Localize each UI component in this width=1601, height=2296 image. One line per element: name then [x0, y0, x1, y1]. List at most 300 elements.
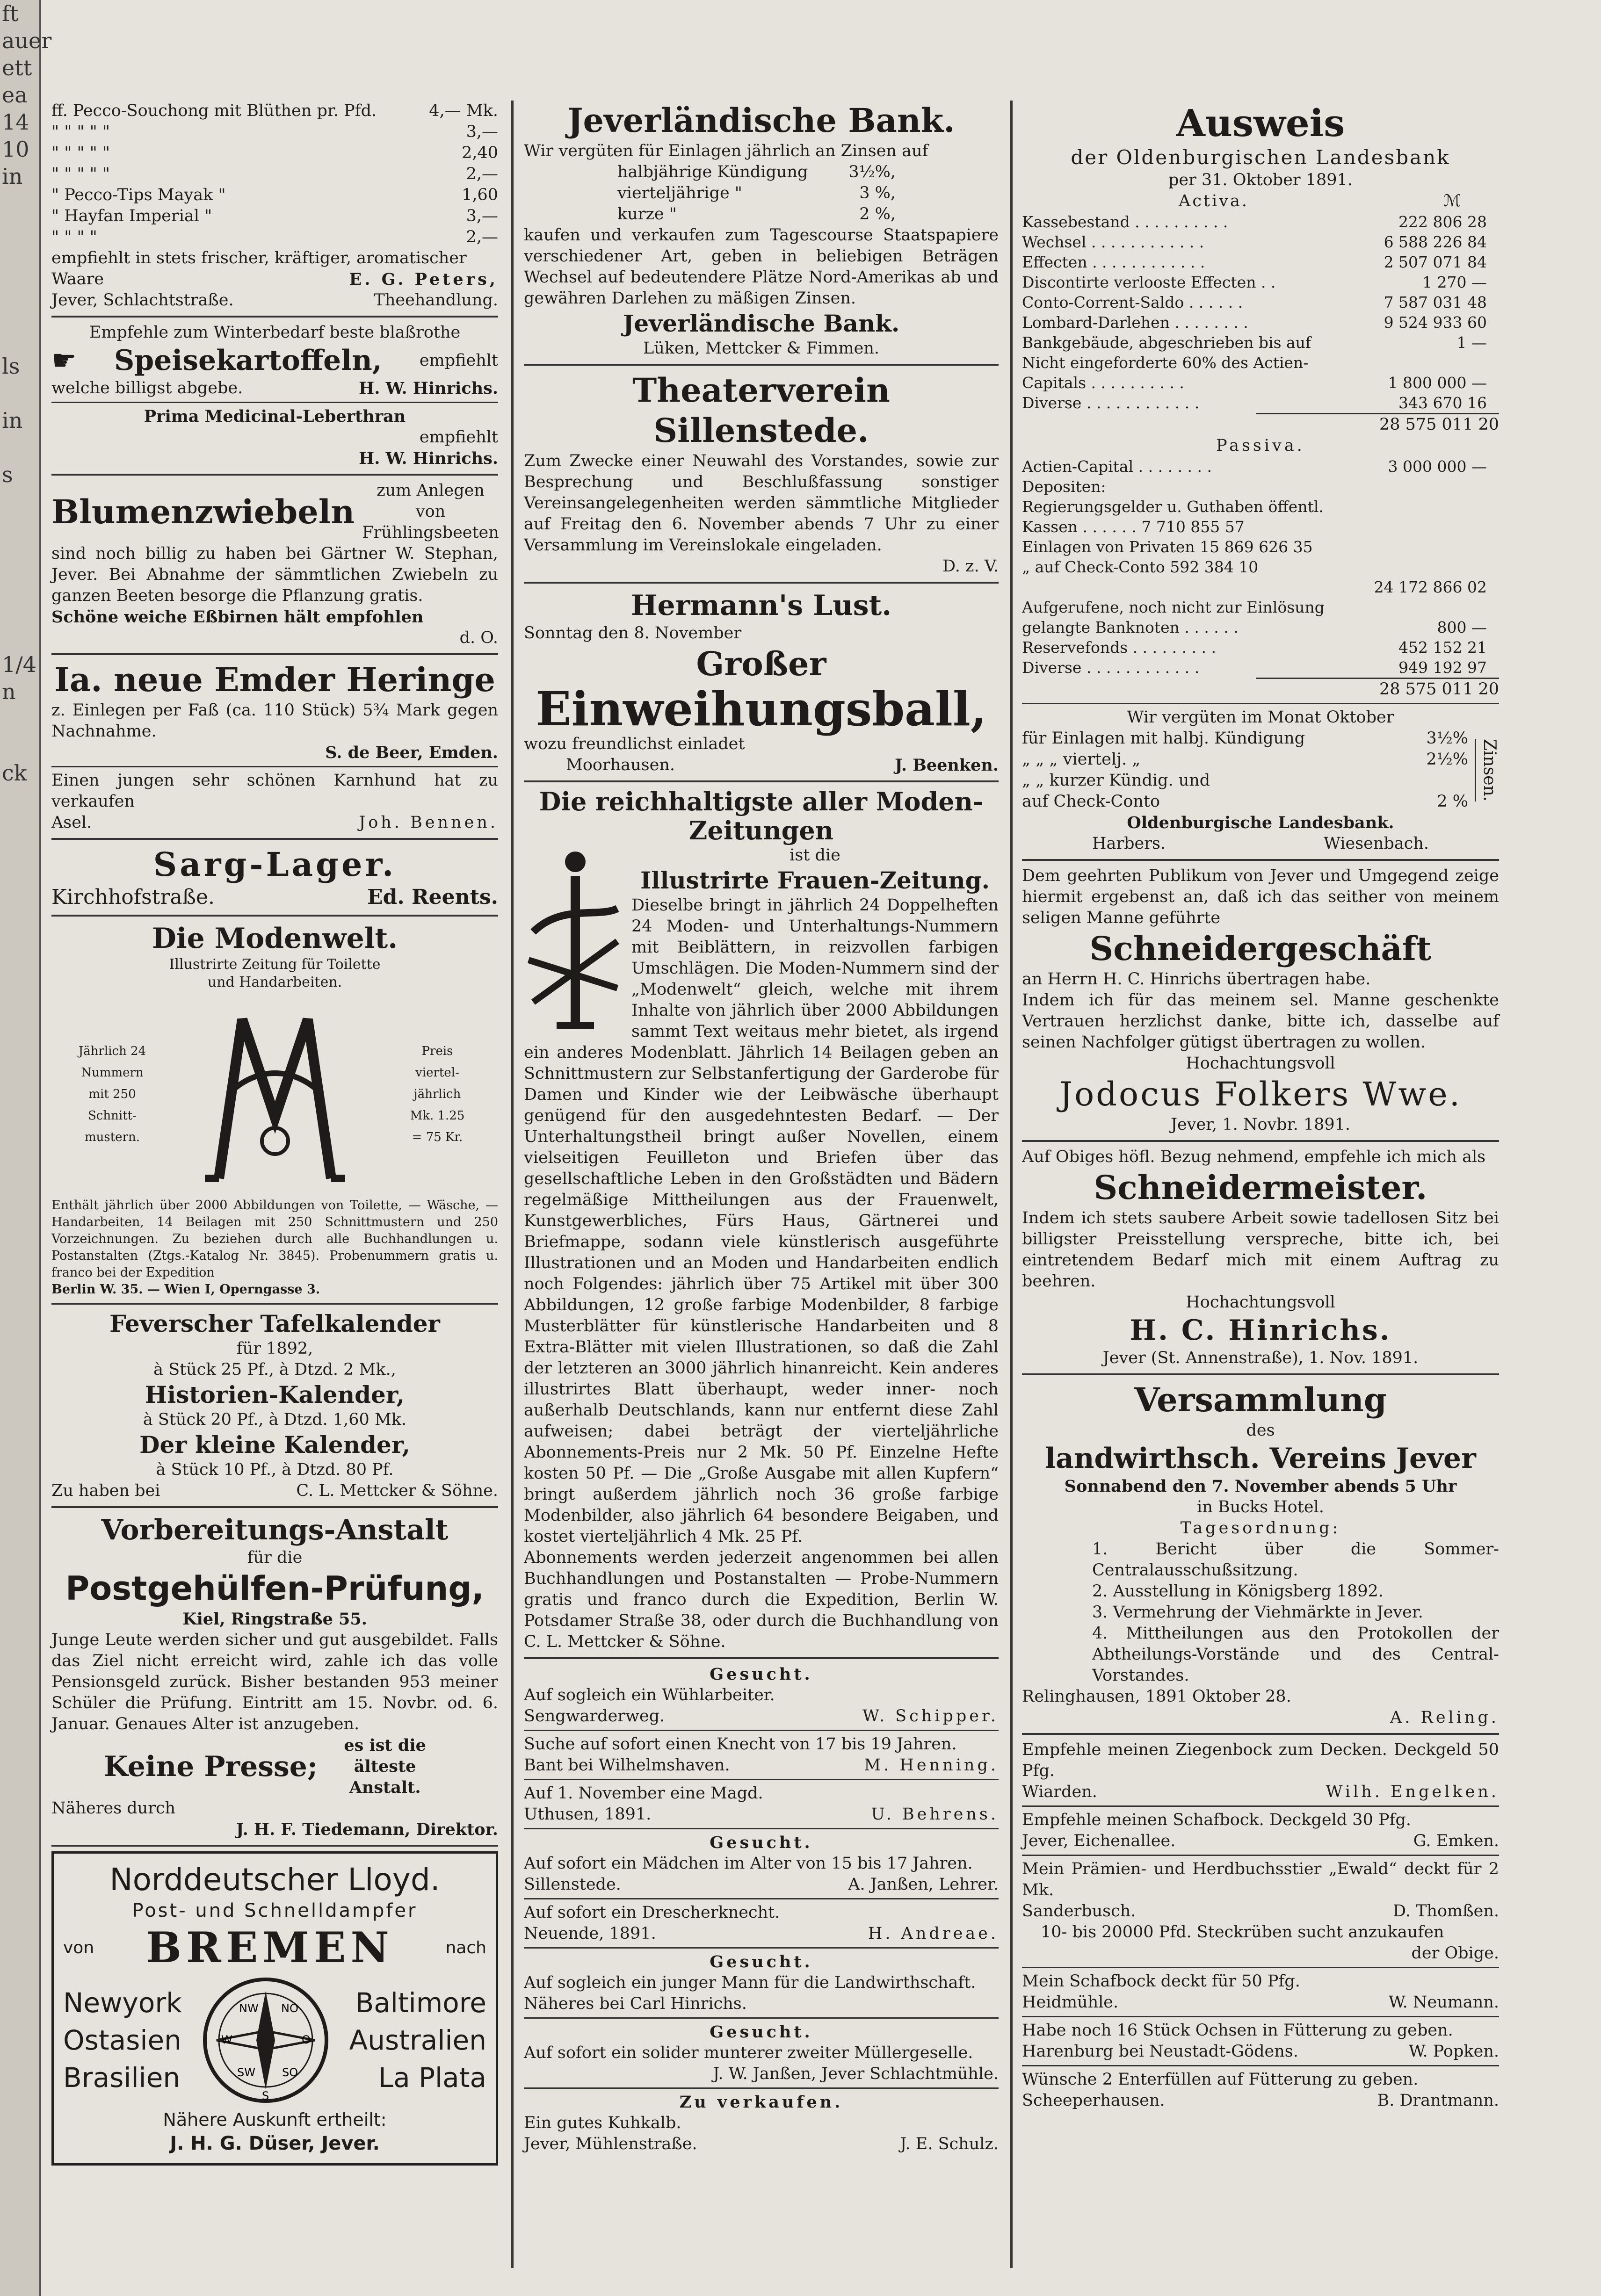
tea-row [51, 185, 498, 206]
zins-row [1022, 770, 1468, 791]
small-ad-text: Habe noch 16 Stück Ochsen in Fütterung zu geben. [1022, 2021, 1453, 2040]
column-rule [1010, 101, 1013, 2268]
ledger-value: 222 806 28 [1398, 213, 1487, 231]
ledger-label: Depositen: [1022, 477, 1106, 496]
schneidermeister-ad [1022, 1147, 1499, 1369]
fashion-monogram-icon [524, 848, 622, 1035]
ledger-value: 3 000 000 — [1388, 457, 1487, 476]
ledger-spacer [1487, 537, 1499, 557]
edge-fragment [0, 515, 39, 542]
edge-fragment [0, 325, 39, 353]
tea-row [51, 122, 498, 143]
tea-row [51, 101, 498, 122]
ledger-label [1022, 577, 1347, 597]
schneider-text: Dem geehrten Publikum von Jever und Umgegend zeige hiermit ergebenst an, daß ich das seither von meinem seligen Manne geführte [1022, 866, 1499, 927]
ledger-value [1347, 517, 1487, 537]
modenwelt-side-text: mit 250 [88, 1087, 136, 1101]
lloyd-destination: Baltimore [355, 1987, 486, 2019]
sarg-ad [51, 845, 498, 910]
lloyd-destination: Brasilien [63, 2062, 181, 2094]
agenda-item: 3. Vermehrung der Viehmärkte in Jever. [1092, 1603, 1423, 1622]
modenwelt-monogram-icon [200, 1001, 350, 1188]
edge-fragment: s [2, 462, 13, 487]
theater-ad [524, 370, 999, 577]
schneider-date: Jever, 1. Novbr. 1891. [1170, 1115, 1351, 1134]
ledger-label: Capitals . . . . . . . . . . [1022, 374, 1184, 392]
ochsen-ad [1022, 2020, 1499, 2062]
heringe-title: Ia. neue Emder Heringe [54, 660, 495, 699]
edge-fragment: ft [2, 1, 19, 26]
kalender-text: Zu haben bei [51, 1481, 160, 1500]
lloyd-destination: Newyork [63, 1987, 182, 2019]
small-ad-signature: B. Drantmann. [1377, 2091, 1499, 2110]
tea-item: " " " " [51, 228, 97, 246]
ledger-label: Actien-Capital . . . . . . . . [1022, 457, 1212, 476]
schneider-title: Schneidergeschäft [1089, 929, 1432, 968]
zins-row [1022, 749, 1468, 770]
zins-label: für Einlagen mit halbj. Kündigung [1022, 729, 1305, 748]
theater-signature: D. z. V. [942, 557, 999, 576]
moden-title: Die reichhaltigste aller Moden-Zeitungen [539, 787, 984, 845]
edge-fragment [0, 570, 39, 597]
edge-fragment: in [2, 164, 23, 189]
modenwelt-side-text: = 75 Kr. [412, 1130, 463, 1144]
small-ad-signature: D. Thomßen. [1393, 1902, 1499, 1921]
versammlung-date: Sonnabend den 7. November abends 5 Uhr [1064, 1477, 1457, 1496]
ausweis-passiva-total: 28 575 011 20 [1379, 680, 1499, 699]
gesucht-ad-5 [524, 1902, 999, 1944]
ausweis-signer: Wiesenbach. [1323, 834, 1429, 853]
ausweis-signer: Harbers. [1092, 834, 1166, 853]
moden-line: ist die [790, 846, 840, 865]
edge-fragment: ett [2, 55, 32, 80]
vorbereitung-address: Kiel, Ringstraße 55. [182, 1610, 367, 1629]
ledger-label: Diverse . . . . . . . . . . . . [1022, 394, 1200, 412]
kalender-title: Der kleine Kalender, [139, 1431, 410, 1458]
leberthran-line: empfiehlt [419, 428, 498, 447]
meister-date: Jever (St. Annenstraße), 1. Nov. 1891. [1102, 1349, 1419, 1367]
kartoffel-signature: H. W. Hinrichs. [359, 379, 498, 398]
modenwelt-text: Enthält jährlich über 2000 Abbildungen von Toilette, — Wäsche, — Handarbeiten, 14 Beilagen mit 250 Schnittmustern und 250 Vorzeichnungen. Zu beziehen durch alle Buchhandlungen u. Postanstalten (Ztgs.-Katalog Nr. 3845). Probenummern gratis u. franco bei der Expedition [51, 1198, 498, 1280]
ledger-spacer [1487, 332, 1499, 353]
versammlung-place: Relinghausen, 1891 Oktober 28. [1022, 1687, 1291, 1706]
ledger-spacer [1487, 252, 1499, 272]
kartoffel-title: Speisekartoffeln, [114, 344, 382, 377]
modenwelt-side-text: Nummern [81, 1066, 144, 1080]
lloyd-signature: J. H. G. Düser, Jever. [170, 2133, 380, 2154]
lloyd-ad [51, 1851, 498, 2166]
tea-shop: Theehandlung. [374, 291, 498, 310]
schneider-signature: Jodocus Folkers Wwe. [1059, 1075, 1462, 1113]
ledger-label: Diverse . . . . . . . . . . . . [1022, 658, 1200, 677]
edge-fragment [0, 624, 39, 651]
meister-text: Indem ich stets saubere Arbeit sowie tadellosen Sitz bei billigster Preisstellung verspreche, bitte ich, bei eintretendem Bedarf mich mit einem Auftrag zu beehren. [1022, 1209, 1499, 1291]
ledger-label: Kassebestand . . . . . . . . . . [1022, 213, 1228, 231]
agenda-item: 4. Mittheilungen aus den Protokollen der Abtheilungs-Vorstände und des Central-Vorstandes. [1092, 1624, 1499, 1685]
small-ad-text: Mein Prämien- und Herdbuchsstier „Ewald“ deckt für 2 Mk. [1022, 1860, 1499, 1899]
moden-text: Dieselbe bringt in jährlich 24 Doppelheften 24 Moden- und Unterhaltungs-Nummern mit Beiblättern, in reizvollen farbigen Umschlägen. Die Moden-Nummern sind der „Modenwelt“ gleich, welche mit ihrem Inhalte von jährlich über 2000 Abbildungen sammt Text weitaus mehr bietet, als irgend ein anderes Modenblatt. Jährlich 14 Beilagen geben an Schnittmustern zur Selbstanfertigung der Garderobe für Damen und Kinder wie der Leibwäsche überhaupt genügend für den ausgedehntesten Bedarf. — Der Unterhaltungstheil bringt außer Novellen, einem vielseitigen Feuilleton und Briefen über das gesellschaftliche Leben in den Großstädten und Bädern regelmäßige Mittheilungen aus der Frauenwelt, Kunstgewerbliches, Fürs Haus, Gärtnerei und Briefmappe, sodann viele künstlerisch ausgeführte Illustrationen und an Moden und Handarbeiten endlich noch Folgendes: jährlich über 75 Artikel mit über 300 Abbildungen, 12 große farbige Modenbilder, 8 farbige Musterblätter für künstlerische Handarbeiten und 8 Extra-Blätter mit vielen Illustrationen, so daß die Zahl der letzteren an 3000 jährlich hinanreicht. Kein anderes illustrirtes Blatt überhaupt, weder inner- noch außerhalb Deutschlands, kann nur entfernt diese Zahl aufweisen; dabei beträgt der vierteljährliche Abonnements-Preis nur 2 Mk. 50 Pf. Einzelne Hefte kosten 50 Pf. — Die „Große Ausgabe mit allen Kupfern“ bringt außerdem jährlich noch 36 große farbige Modenbilder, also jährlich 64 besondere Beigaben, und kostet vierteljährlich 4 Mk. 25 Pf. [524, 896, 999, 1546]
ledger-value: 9 524 933 60 [1384, 313, 1487, 332]
ledger-spacer [1487, 617, 1499, 637]
sarg-title: Sarg-Lager. [153, 845, 397, 884]
hermann-place: Moorhausen. [566, 756, 675, 774]
meister-title: Schneidermeister. [1094, 1168, 1427, 1207]
modenwelt-side-text: mustern. [84, 1130, 140, 1144]
hermann-gross: Großer [696, 644, 826, 683]
gesucht-ad-3 [524, 1783, 999, 1825]
ledger-label: Bankgebäude, abgeschrieben bis auf [1022, 333, 1311, 352]
lloyd-title: Norddeutscher Lloyd. [109, 1862, 440, 1898]
gesucht-place: Sengwarderweg. [524, 1707, 665, 1726]
left-page-edge [0, 0, 52, 2296]
tea-item: " Hayfan Imperial " [51, 207, 212, 225]
tea-text: Waare [51, 270, 104, 289]
tea-row [51, 143, 498, 164]
small-ad-place: Heidmühle. [1022, 1993, 1119, 2012]
ledger-spacer [1487, 597, 1499, 617]
modenwelt-title: Die Modenwelt. [152, 922, 398, 955]
gesucht-title: Gesucht. [710, 1952, 813, 1971]
gesucht-line: Näheres bei Carl Hinrichs. [524, 1994, 747, 2013]
vorbereitung-ad [51, 1513, 498, 1840]
zins-label: „ „ kurzer Kündig. und [1022, 771, 1210, 790]
compass-label: S [261, 2089, 269, 2102]
versammlung-ad [1022, 1380, 1499, 1728]
ledger-spacer [1487, 393, 1499, 413]
gesucht-title: Gesucht. [710, 1665, 813, 1684]
modenwelt-sub: und Handarbeiten. [207, 974, 342, 990]
ausweis-ad [1022, 101, 1499, 854]
column-rule [511, 101, 514, 2268]
schafbock2-ad [1022, 1971, 1499, 2013]
edge-fragment [0, 271, 39, 298]
ledger-label: gelangte Banknoten . . . . . . [1022, 618, 1239, 636]
tea-price: 2,40 [462, 144, 498, 162]
versammlung-signature: A. Reling. [1390, 1708, 1499, 1727]
ledger-spacer [1487, 232, 1499, 252]
ledger-label: „ auf Check-Conto 592 384 10 [1022, 558, 1259, 576]
bank-rate: 3 %, [859, 184, 896, 202]
moden-text2: Abonnements werden jederzeit angenommen bei allen Buchhandlungen und Postanstalten — Probe-Nummern gratis und franco durch die Expedition, Berlin W. Potsdamer Straße 38, oder durch die Buchhandlung von C. L. Mettcker & Söhne. [524, 1548, 999, 1651]
gesucht-ad-2 [524, 1734, 999, 1776]
bank-ad [524, 101, 999, 359]
edge-fragment [0, 190, 39, 217]
gesucht-signature: H. Andreae. [868, 1924, 999, 1943]
zins-label: „ „ „ viertelj. „ [1022, 750, 1141, 769]
kalender-line: à Stück 25 Pf., à Dtzd. 2 Mk., [153, 1360, 396, 1379]
modenwelt-side-text: viertel- [415, 1066, 459, 1080]
tea-price: 3,— [466, 123, 498, 141]
modenwelt-side-text: Mk. 1.25 [410, 1109, 465, 1123]
kartoffel-line: welche billigst abgebe. [51, 379, 243, 397]
ledger-label: Reservefonds . . . . . . . . . [1022, 638, 1216, 657]
meister-signature: H. C. Hinrichs. [1130, 1314, 1391, 1347]
zins-label: auf Check-Conto [1022, 792, 1160, 811]
ledger-label: Wechsel . . . . . . . . . . . . [1022, 233, 1204, 251]
edge-fragment: ea [2, 82, 28, 108]
small-ad-signature: G. Emken. [1413, 1832, 1499, 1850]
tea-price: 1,60 [462, 186, 498, 204]
stier-ad [1022, 1859, 1499, 1964]
meister-hoch: Hochachtungsvoll [1186, 1293, 1335, 1312]
hermann-ad [524, 588, 999, 776]
verkauf-ad [524, 2092, 999, 2155]
vorbereitung-title2: Postgehülfen-Prüfung, [65, 1569, 485, 1608]
gesucht-text: Auf sofort ein Mädchen im Alter von 15 bis 17 Jahren. [524, 1854, 973, 1873]
fuellen-ad [1022, 2069, 1499, 2111]
lloyd-destination: Australien [349, 2024, 486, 2056]
small-ad-place: Harenburg bei Neustadt-Gödens. [1022, 2042, 1298, 2061]
modenwelt-sub: Illustrirte Zeitung für Toilette [169, 956, 381, 973]
ledger-value: 1 — [1456, 333, 1487, 352]
leberthran-ad [51, 406, 498, 469]
tea-item: " Pecco-Tips Mayak " [51, 186, 226, 204]
small-ad-signature: W. Neumann. [1388, 1993, 1499, 2012]
ledger-value [1347, 353, 1487, 373]
kartoffel-text: empfiehlt [419, 351, 498, 370]
ausweis-unit: ℳ [1443, 192, 1461, 210]
ausweis-sub: der Oldenburgischen Landesbank [1071, 146, 1450, 169]
vorbereitung-line: Näheres durch [51, 1799, 176, 1818]
ausweis-zins-intro: Wir vergüten im Monat Oktober [1127, 708, 1394, 727]
tea-item: " " " " " [51, 123, 110, 141]
karnhund-place: Asel. [51, 813, 92, 832]
small-ad-text: Empfehle meinen Schafbock. Deckgeld 30 Pfg. [1022, 1811, 1412, 1829]
modenwelt-side-text: Preis [421, 1044, 453, 1058]
ausweis-passiva: Passiva. [1216, 436, 1305, 455]
edge-fragment: in [2, 408, 23, 433]
kalender-title: Feverscher Tafelkalender [109, 1310, 440, 1337]
lloyd-destination: Ostasien [63, 2024, 181, 2056]
bank-signature2: Lüken, Mettcker & Fimmen. [643, 339, 880, 358]
ledger-value: 452 152 21 [1398, 638, 1487, 657]
blumenzwiebel-ad [51, 480, 498, 649]
ausweis-activa-total: 28 575 011 20 [1379, 415, 1499, 434]
column-1 [51, 101, 498, 2277]
edge-fragment [0, 705, 39, 732]
ledger-value: 2 507 071 84 [1384, 253, 1487, 271]
ledger-value: 6 588 226 84 [1384, 233, 1487, 251]
ledger-value [1347, 557, 1487, 577]
bank-rate-label: kurze " [617, 205, 677, 224]
compass-label: NW [239, 2002, 259, 2015]
hermann-signature: J. Beenken. [895, 756, 999, 775]
compass-icon [198, 1972, 333, 2108]
tea-item: " " " " " [51, 165, 110, 183]
sarg-address: Kirchhofstraße. [51, 885, 215, 909]
kalender-line: à Stück 10 Pf., à Dtzd. 80 Pf. [156, 1460, 394, 1479]
blumen-side: zum Anlegen von Frühlingsbeeten [362, 481, 499, 542]
edge-fragment [0, 244, 39, 271]
gesucht-ad-7 [524, 2022, 999, 2085]
small-ad-text: Mein Schafbock deckt für 50 Pfg. [1022, 1972, 1300, 1991]
small-ad-place: Sanderbusch. [1022, 1902, 1136, 1921]
hermann-ball: Einweihungsball, [536, 681, 987, 736]
blumen-text: sind noch billig zu haben bei Gärtner W. Stephan, Jever. Bei Abnahme der sämmtlichen Zwiebeln zu ganzen Beeten besorge die Pflanzung gratis. [51, 544, 498, 605]
sarg-signature: Ed. Reents. [367, 885, 498, 909]
zins-row [1022, 728, 1468, 749]
heringe-ad [51, 660, 498, 763]
edge-fragment [0, 217, 39, 244]
small-ad-signature: Wilh. Engelken. [1326, 1783, 1499, 1801]
vorbereitung-signature: J. H. F. Tiedemann, Direktor. [236, 1820, 498, 1839]
small-ad-text: 10- bis 20000 Pfd. Steckrüben sucht anzukaufen [1041, 1923, 1444, 1942]
ausweis-activa: Activa. [1179, 192, 1249, 210]
ledger-label: Kassen . . . . . . 7 710 855 57 [1022, 518, 1245, 536]
small-ad-signature: W. Popken. [1408, 2042, 1499, 2061]
compass-label: SW [237, 2066, 255, 2079]
ledger-value [1347, 537, 1487, 557]
bank-rate-label: vierteljährige " [617, 184, 742, 202]
ledger-label: Einlagen von Privaten 15 869 626 35 [1022, 538, 1313, 556]
ledger-label: Lombard-Darlehen . . . . . . . . [1022, 313, 1248, 332]
ledger-value: 7 587 031 48 [1384, 293, 1487, 311]
pointing-hand-icon: ☛ [51, 344, 77, 377]
ledger-value: 949 192 97 [1398, 658, 1487, 677]
schneider-text: an Herrn H. C. Hinrichs übertragen habe. [1022, 970, 1371, 989]
edge-fragment: 14 [2, 109, 29, 135]
leberthran-title: Prima Medicinal-Leberthran [144, 407, 406, 426]
ledger-value [1347, 597, 1487, 617]
ledger-spacer [1487, 292, 1499, 312]
edge-fragment [0, 298, 39, 325]
gesucht-text: Auf 1. November eine Magd. [524, 1784, 763, 1803]
small-ad-place: Scheeperhausen. [1022, 2091, 1165, 2110]
bank-rate: 2 %, [859, 205, 896, 224]
tea-item: ff. Pecco-Souchong mit Blüthen pr. Pfd. [51, 101, 377, 120]
lloyd-destination: La Plata [378, 2062, 486, 2094]
gesucht-ad-6 [524, 1951, 999, 2014]
leberthran-signature: H. W. Hinrichs. [359, 449, 498, 468]
gesucht-text: Auf sofort ein solider munterer zweiter Müllergeselle. [524, 2043, 973, 2062]
kalender-title: Historien-Kalender, [145, 1381, 405, 1408]
schneider-ad [1022, 866, 1499, 1135]
zins-row [1022, 791, 1468, 812]
blumen-title: Blumenzwiebeln [51, 492, 355, 531]
modenwelt-address: Berlin W. 35. — Wien I, Operngasse 3. [51, 1282, 320, 1297]
vorbereitung-text: Junge Leute werden sicher und gut ausgebildet. Falls das Ziel nicht erreicht wird, zahle ich das volle Pensionsgeld zurück. Bisher bestanden 953 meiner Schüler die Prüfung. Eintritt am 15. Novbr. od. 6. Januar. Genaues Alter ist anzugeben. [51, 1631, 498, 1733]
gesucht-place: Uthusen, 1891. [524, 1805, 652, 1824]
bank-signature: Jeverländische Bank. [623, 310, 900, 337]
compass-label: NO [281, 2002, 298, 2015]
ledger-label: Nicht eingeforderte 60% des Actien- [1022, 354, 1309, 372]
theater-title: Theaterverein Sillenstede. [632, 371, 890, 450]
kartoffel-ad [51, 322, 498, 399]
lloyd-sub: Post- und Schnelldampfer [132, 1900, 418, 1921]
column-2 [524, 101, 999, 2277]
ledger-label: Discontirte verlooste Effecten . . [1022, 273, 1276, 291]
lloyd-info: Nähere Auskunft ertheilt: [163, 2109, 387, 2130]
blumen-signature: d. O. [459, 628, 498, 647]
moden-zeitung: Illustrirte Frauen-Zeitung. [640, 866, 990, 894]
theater-text: Zum Zwecke einer Neuwahl des Vorstandes, sowie zur Besprechung und Beschlußfassung sonstiger Vereinsangelegenheiten werden sämmtliche Mitglieder auf Freitag den 6. November abends 7 Uhr zu einer Versammlung im Vereinslokale eingeladen. [524, 452, 999, 555]
tea-line: empfiehlt in stets frischer, kräftiger, aromatischer [51, 249, 467, 267]
gesucht-signature: A. Janßen, Lehrer. [848, 1875, 999, 1894]
gesucht-ad-1 [524, 1664, 999, 1727]
ledger-spacer [1487, 497, 1499, 517]
bank-text: kaufen und verkaufen zum Tagescourse Staatspapiere verschiedener Art, geben in beliebigen Beträgen Wechsel auf bedeutendere Plätze Nord-Amerikas ab und gewähren Darlehen zu mäßigen Zinsen. [524, 226, 999, 308]
ausweis-signature: Oldenburgische Landesbank. [1127, 813, 1394, 832]
vorbereitung-line: für die [247, 1548, 303, 1567]
tea-address: Jever, Schlachtstraße. [51, 291, 234, 310]
modenwelt-ad [51, 921, 498, 1298]
versammlung-location: in Bucks Hotel. [1197, 1498, 1324, 1516]
lloyd-bremen: BREMEN [145, 1923, 394, 1972]
ledger-spacer [1487, 212, 1499, 232]
modenwelt-side-text: Schnitt- [88, 1109, 137, 1123]
ledger-spacer [1487, 517, 1499, 537]
zins-rate: 2 % [1437, 792, 1468, 811]
ausweis-title: Ausweis [1176, 101, 1345, 145]
gesucht-text: Auf sofort ein Drescherknecht. [524, 1903, 780, 1922]
tea-row [51, 206, 498, 227]
edge-fragment [0, 488, 39, 515]
ledger-spacer [1487, 557, 1499, 577]
tea-signature: E. G. Peters, [349, 270, 498, 289]
agenda-item: 1. Bericht über die Sommer-Centralausschußsitzung. [1092, 1540, 1499, 1580]
ausweis-zinsen: Zinsen. [1475, 739, 1499, 801]
ledger-value: 343 670 16 [1398, 394, 1487, 412]
compass-label: O [301, 2033, 311, 2046]
hermann-date: Sonntag den 8. November [524, 624, 742, 643]
ledger-label: Regierungsgelder u. Guthaben öffentl. [1022, 498, 1324, 516]
ziegenbock-ad [1022, 1740, 1499, 1803]
ledger-spacer [1487, 353, 1499, 373]
zins-rate: 2½% [1426, 750, 1468, 769]
gesucht-signature: J. W. Janßen, Jever Schlachtmühle. [713, 2065, 999, 2083]
ledger-spacer [1487, 312, 1499, 332]
vorbereitung-presse2: es ist die älteste Anstalt. [344, 1736, 426, 1797]
kalender-signature: C. L. Mettcker & Söhne. [296, 1481, 498, 1500]
edge-fragment: 1/4 [2, 652, 37, 677]
ledger-spacer [1487, 637, 1499, 657]
verkauf-title: Zu verkaufen. [679, 2093, 843, 2112]
gesucht-title: Gesucht. [710, 2022, 813, 2042]
edge-fragment: 10 [2, 137, 29, 162]
versammlung-title: Versammlung [1134, 1380, 1387, 1419]
compass-label: SO [282, 2066, 298, 2079]
agenda-item: 2. Ausstellung in Königsberg 1892. [1092, 1582, 1384, 1601]
ledger-spacer [1487, 657, 1499, 678]
frauen-zeitung-ad [524, 787, 999, 1653]
kartoffel-pre: Empfehle zum Winterbedarf beste blaßrothe [89, 323, 461, 342]
ledger-value [1347, 477, 1487, 497]
small-ad-text: Wünsche 2 Enterfüllen auf Fütterung zu geben. [1022, 2070, 1419, 2089]
small-ad-place: Jever, Eichenallee. [1022, 1832, 1176, 1850]
schneider-text: Indem ich für das meinem sel. Manne geschenkte Vertrauen herzlichst danke, bitte ich, dasselbe auf seinen Nachfolger gütigst übertragen zu wollen. [1022, 991, 1499, 1052]
bank-rate: 3½%, [848, 163, 896, 181]
versammlung-agenda-title: Tagesordnung: [1180, 1519, 1341, 1538]
edge-fragment [0, 434, 39, 461]
verkauf-place: Jever, Mühlenstraße. [524, 2135, 697, 2153]
vorbereitung-title: Vorbereitungs-Anstalt [101, 1514, 449, 1546]
karnhund-text: Einen jungen sehr schönen Karnhund hat zu verkaufen [51, 771, 498, 811]
ledger-value: 1 800 000 — [1388, 374, 1487, 392]
schafbock-ad [1022, 1810, 1499, 1852]
tea-row [51, 227, 498, 248]
versammlung-verein: landwirthsch. Vereins Jever [1045, 1442, 1476, 1475]
tea-item: " " " " " [51, 144, 110, 162]
meister-text: Auf Obiges höfl. Bezug nehmend, empfehle ich mich als [1022, 1148, 1486, 1166]
bank-line: Wir vergüten für Einlagen jährlich an Zinsen auf [524, 142, 928, 160]
edge-fragment [0, 380, 39, 407]
edge-fragment: ls [2, 354, 20, 379]
small-ad-text: Empfehle meinen Ziegenbock zum Decken. Deckgeld 50 Pfg. [1022, 1740, 1499, 1780]
karnhund-ad [51, 770, 498, 833]
edge-fragment: auer [2, 28, 52, 53]
gesucht-place: Bant bei Wilhelmshaven. [524, 1756, 730, 1775]
small-ad-place: Wiarden. [1022, 1783, 1097, 1801]
